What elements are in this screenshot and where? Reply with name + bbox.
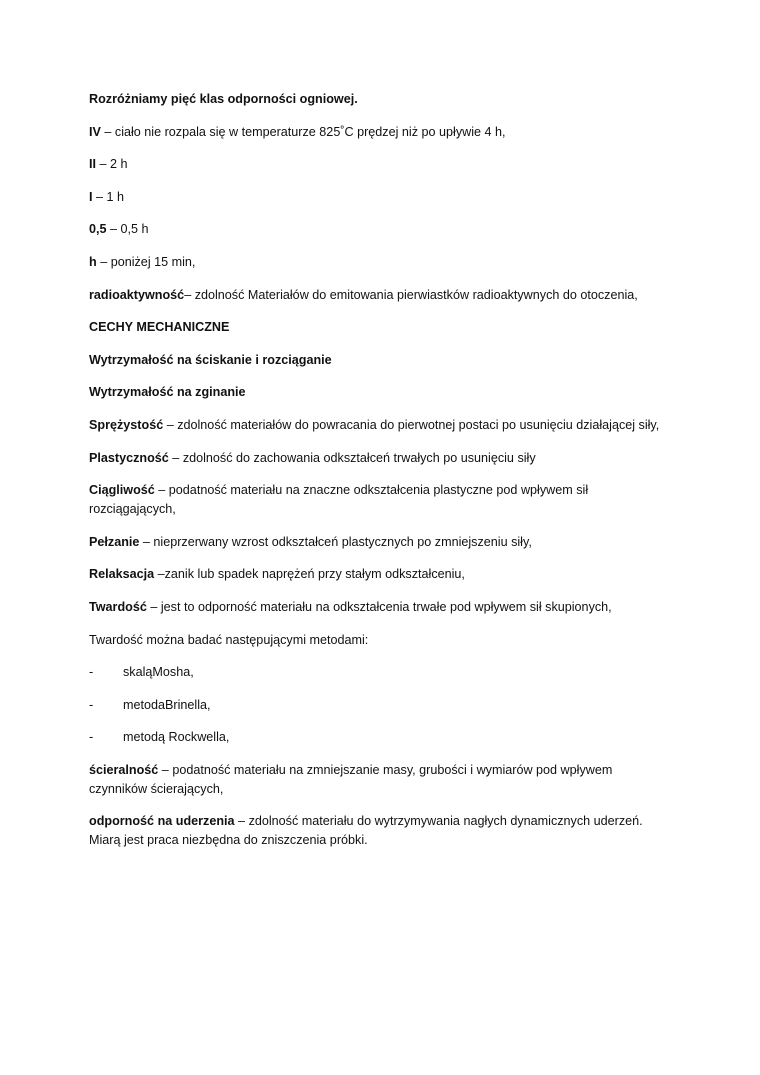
definition: – nieprzerwany wzrost odkształceń plastycznych po zmniejszeniu siły, xyxy=(139,534,532,549)
method-name: metodaBrinella, xyxy=(123,697,211,712)
paragraph xyxy=(89,155,729,174)
definition: – zdolność materiałów do powracania do pierwotnej postaci po usunięciu działającej siły, xyxy=(163,417,660,432)
term: Wytrzymałość na zginanie xyxy=(89,385,246,400)
method-name: metodą Rockwella, xyxy=(123,730,230,745)
definition: – poniżej 15 min, xyxy=(96,254,196,269)
paragraph xyxy=(89,533,729,552)
paragraph xyxy=(89,383,729,402)
definition: Twardość można badać następującymi metodami: xyxy=(89,632,369,647)
term: Rozróżniamy pięć klas odporności ogniowej. xyxy=(89,92,358,106)
paragraph xyxy=(89,416,729,435)
term: Wytrzymałość na ściskanie i rozciąganie xyxy=(89,352,332,367)
definition: – podatność materiału na znaczne odkształcenia plastyczne pod wpływem sił rozciągających, xyxy=(89,483,589,517)
method-list-item xyxy=(89,728,729,747)
paragraph xyxy=(89,220,729,239)
definition: –zanik lub spadek naprężeń przy stałym odkształceniu, xyxy=(154,567,465,582)
term: I xyxy=(89,189,93,204)
bullet-dash: - xyxy=(89,730,94,745)
paragraph xyxy=(89,90,729,109)
definition: – zdolność materiału do wytrzymywania nagłych dynamicznych uderzeń. Miarą jest praca niezbędna do zniszczenia próbki. xyxy=(89,814,643,848)
term: 0,5 xyxy=(89,222,107,237)
definition: – 1 h xyxy=(92,189,125,204)
paragraph xyxy=(89,253,729,272)
definition: – zdolność do zachowania odkształceń trwałych po usunięciu siły xyxy=(168,450,536,465)
term: Ciągliwość xyxy=(89,483,155,498)
term: Sprężystość xyxy=(89,417,164,432)
definition: – 0,5 h xyxy=(106,222,149,237)
term: CECHY MECHANICZNE xyxy=(89,320,230,335)
method-list-item xyxy=(89,663,729,682)
paragraph xyxy=(89,481,729,519)
definition: – jest to odporność materiału na odkształcenia trwałe pod wpływem sił skupionych, xyxy=(146,599,612,614)
term: Relaksacja xyxy=(89,567,155,582)
paragraph xyxy=(89,631,729,650)
paragraph xyxy=(89,123,729,142)
paragraph xyxy=(89,449,729,468)
definition: – zdolność Materiałów do emitowania pierwiastków radioaktywnych do otoczenia, xyxy=(184,287,638,302)
method-list-item xyxy=(89,696,729,715)
paragraph xyxy=(89,565,729,584)
bullet-dash: - xyxy=(89,665,94,680)
paragraph xyxy=(89,351,729,370)
paragraph xyxy=(89,812,729,850)
term: Twardość xyxy=(89,599,147,614)
document-page xyxy=(89,90,729,864)
term: II xyxy=(89,157,96,172)
paragraph xyxy=(89,286,729,305)
term: h xyxy=(89,254,97,269)
paragraph xyxy=(89,761,729,799)
paragraph xyxy=(89,598,729,617)
term: Pełzanie xyxy=(89,534,140,549)
term: radioaktywność xyxy=(89,287,185,302)
definition: – podatność materiału na zmniejszanie masy, grubości i wymiarów pod wpływem czynników ścierających, xyxy=(89,762,613,796)
bullet-dash: - xyxy=(89,697,94,712)
paragraph xyxy=(89,188,729,207)
method-name: skaląMosha, xyxy=(123,665,194,680)
term: odporność na uderzenia xyxy=(89,814,235,829)
term: Plastyczność xyxy=(89,450,169,465)
definition: – 2 h xyxy=(96,157,128,172)
term: IV xyxy=(89,124,101,139)
paragraph xyxy=(89,318,729,337)
term: ścieralność xyxy=(89,762,159,777)
definition: – ciało nie rozpala się w temperaturze 825˚C prędzej niż po upływie 4 h, xyxy=(100,124,506,139)
